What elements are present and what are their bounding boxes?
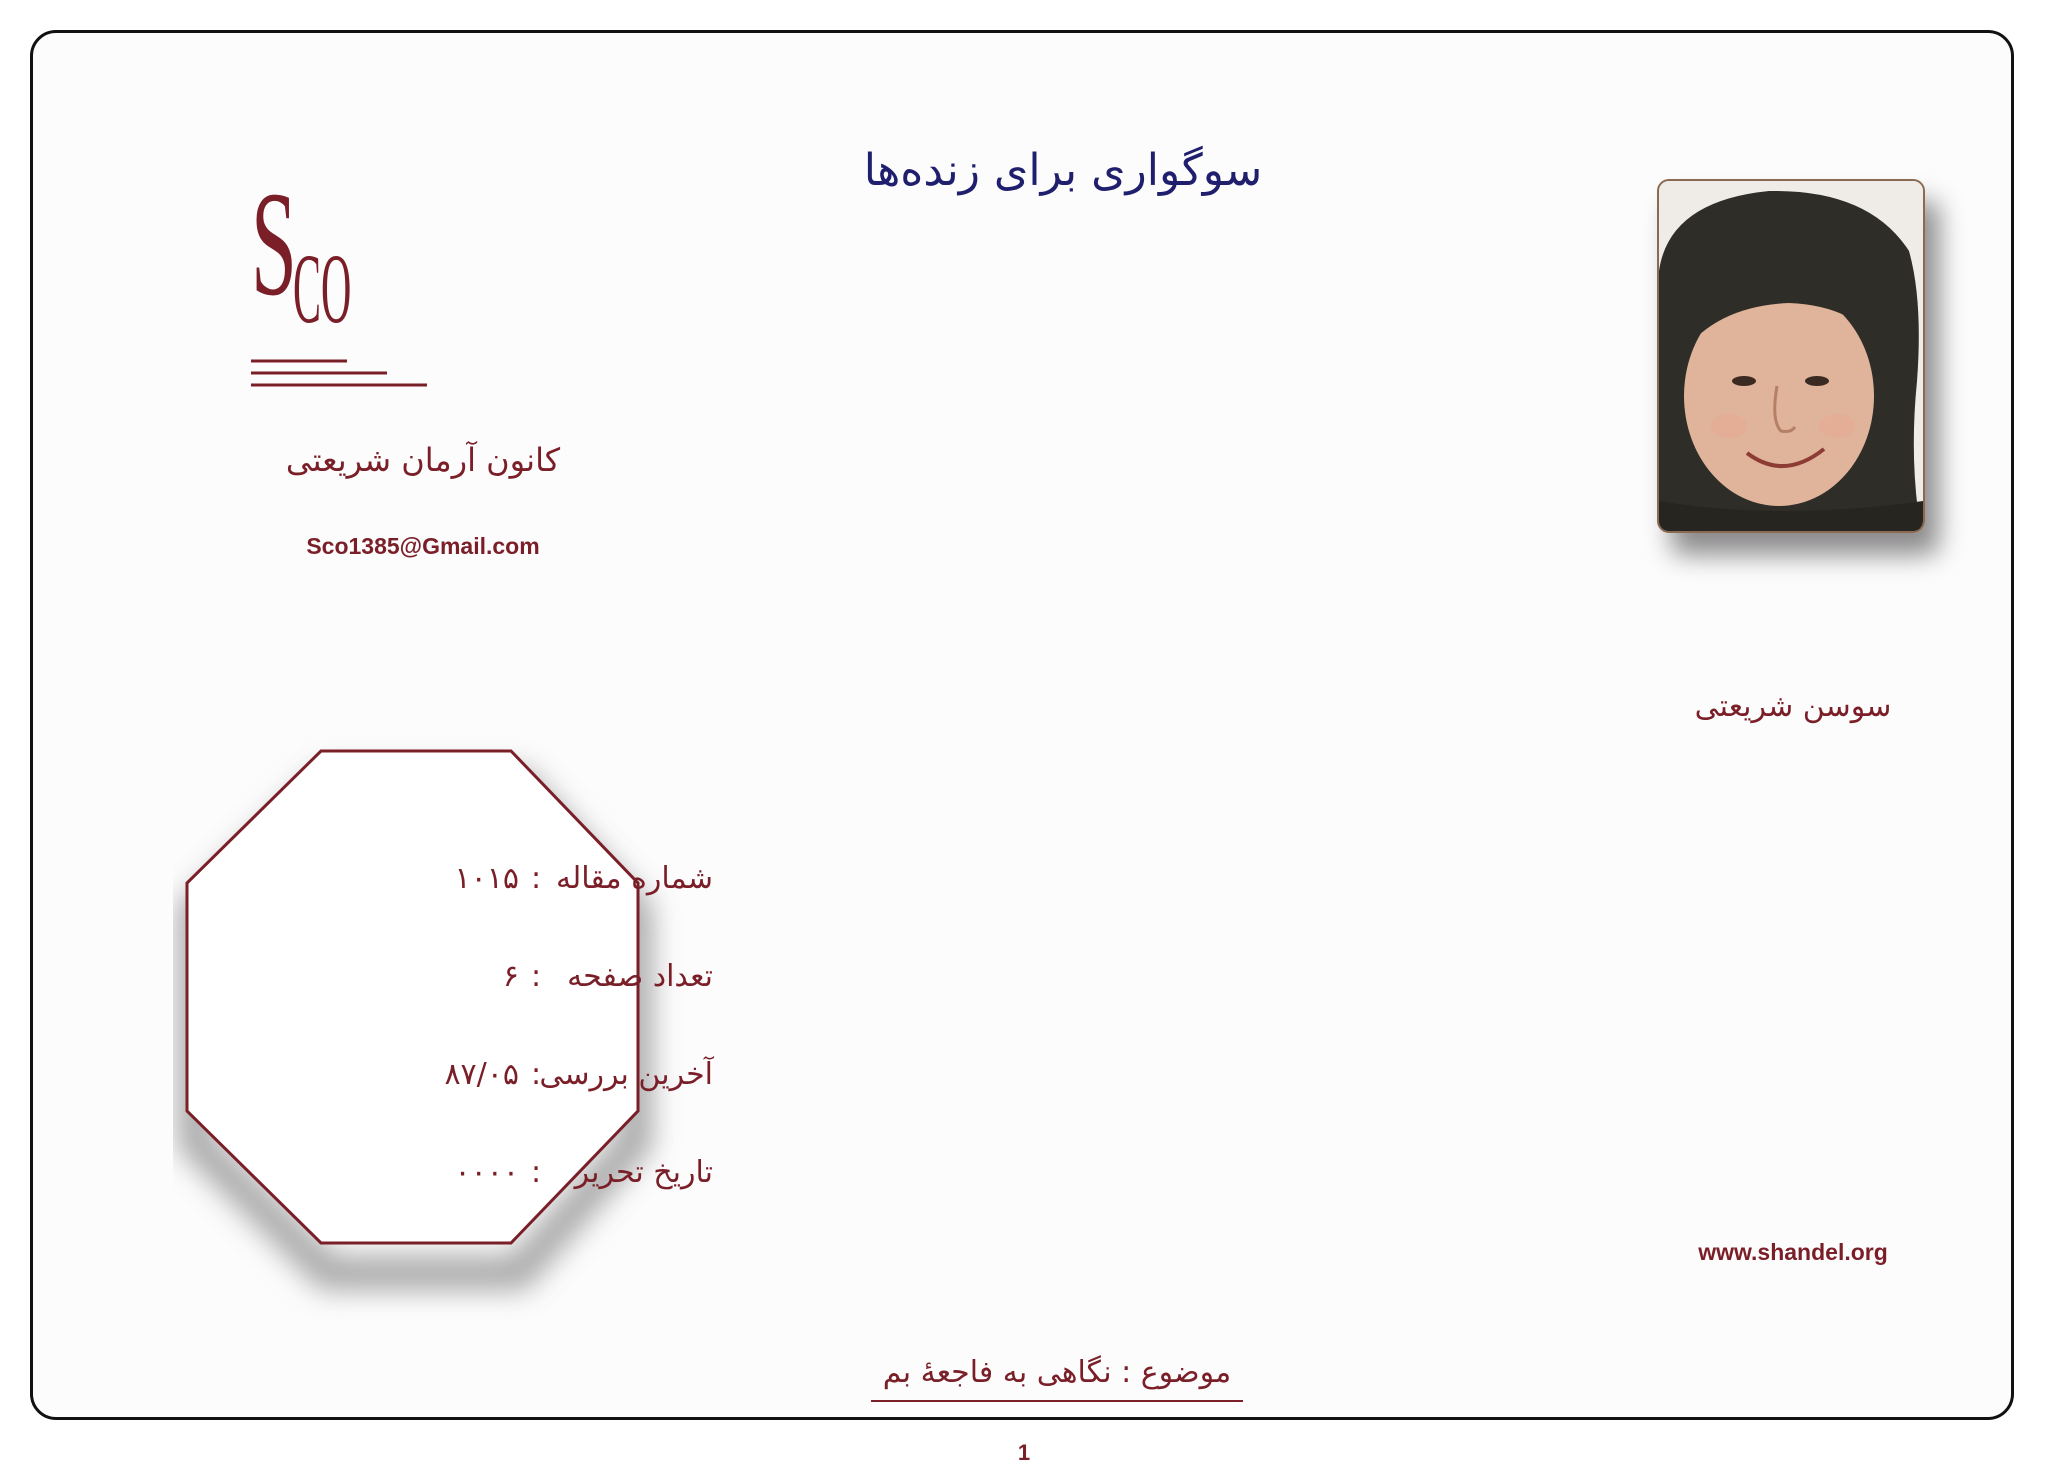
info-colon: : [530, 861, 542, 896]
info-row-last-review [313, 1057, 713, 1092]
logo-big-letter: S [251, 161, 297, 327]
document-title: سوگواری برای زنده‌ها [863, 145, 1263, 196]
author-photo [1657, 179, 1925, 533]
organization-email: Sco1385@Gmail.com [306, 533, 540, 559]
page-number: 1 [1017, 1440, 1031, 1465]
info-value: ۶ [502, 959, 519, 994]
info-label: تاریخ تحریر [574, 1155, 713, 1190]
author-portrait [1659, 181, 1923, 531]
info-colon: : [530, 959, 542, 994]
info-colon: : [530, 1155, 542, 1190]
info-row-writing-date [313, 1155, 713, 1190]
document-subject: موضوع : نگاهی به فاجعۀ بم [871, 1355, 1243, 1402]
info-colon: : [530, 1057, 542, 1092]
info-value: ۰۰۰۰ [454, 1155, 519, 1190]
info-value: ۸۷/۰۵ [444, 1057, 519, 1092]
info-octagon [173, 733, 713, 1333]
info-label: شماره مقاله [556, 861, 713, 896]
octagon-shape [173, 733, 713, 1333]
sco-logo [251, 161, 431, 389]
logo-small-letters: CO [293, 233, 352, 344]
organization-name: کانون آرمان شریعتی [285, 441, 561, 479]
info-label: آخرین بررسی [539, 1057, 713, 1092]
website-link[interactable]: www.shandel.org [1698, 1239, 1888, 1265]
page-frame [30, 30, 2014, 1420]
logo-lines [251, 161, 451, 389]
info-label: تعداد صفحه [567, 959, 713, 994]
author-name: سوسن شریعتی [1694, 689, 1892, 724]
info-row-article-number [313, 861, 713, 896]
info-row-page-count [313, 959, 713, 994]
info-value: ۱۰۱۵ [454, 861, 519, 896]
